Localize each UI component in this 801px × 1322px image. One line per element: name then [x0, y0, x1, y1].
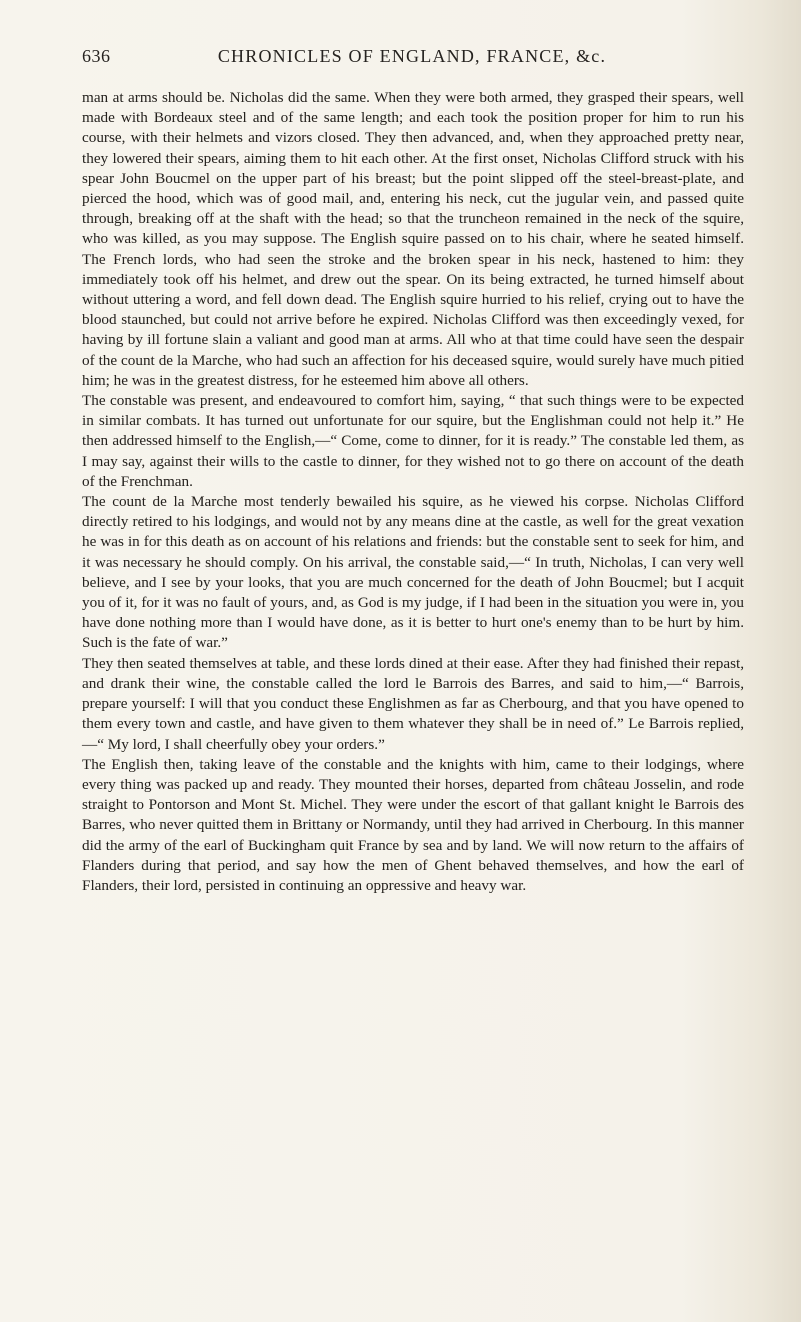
running-head: CHRONICLES OF ENGLAND, FRANCE, &c. [217, 46, 607, 66]
body-text [82, 88, 744, 896]
paragraph: The count de la Marche most tenderly bewailed his squire, as he viewed his corpse. Nicholas Clifford directly retired to his lodgings, and would not by any means dine at the castle, as well for the great vexation he was in for this death as on account of his relations and friends: but the constable sent to seek for him, and it was necessary he should comply. On his arrival, the constable said,—“ In truth, Nicholas, I can very well believe, and I see by your looks, that you are much concerned for the death of John Boucmel; but I acquit you of it, for it was no fault of yours, and, as God is my judge, if I had been in the situation you were in, you have done nothing more than I would have done, as it is better to hurt one's enemy than to be hurt by him. Such is the fate of war.” [82, 493, 744, 652]
paragraph: The English then, taking leave of the constable and the knights with him, came to their lodgings, where every thing was packed up and ready. They mounted their horses, departed from château Josselin, and rode straight to Pontorson and Mont St. Michel. They were under the escort of that gallant knight le Barrois des Barres, who never quitted them in Brittany or Normandy, until they had arrived in Cherbourg. In this manner did the army of the earl of Buckingham quit France by sea and by land. We will now return to the affairs of Flanders during that period, and say how the men of Ghent behaved themselves, and how the earl of Flanders, their lord, persisted in continuing an oppressive and heavy war. [82, 755, 744, 894]
page-header [82, 46, 742, 76]
paragraph: The constable was present, and endeavoured to comfort him, saying, “ that such things were to be expected in similar combats. It has turned out unfortunate for our squire, but the Englishman could not help it.” He then addressed himself to the English,—“ Come, come to dinner, for it is ready.” The constable led them, as I may say, against their wills to the castle to dinner, for they wished not to go there on account of the death of the Frenchman. [82, 392, 744, 490]
page-number: 636 [82, 46, 111, 66]
paragraph: man at arms should be. Nicholas did the same. When they were both armed, they grasped their spears, well made with Bordeaux steel and of the same length; and each took the position proper for him to run his course, with their helmets and vizors closed. They then advanced, and, when they approached pretty near, they lowered their spears, aiming them to hit each other. At the first onset, Nicholas Clifford struck with his spear John Boucmel on the upper part of his breast; but the point slipped off the steel-breast-plate, and pierced the hood, which was of good mail, and, entering his neck, cut the jugular vein, and passed quite through, breaking off at the shaft with the head; so that the truncheon remained in the neck of the squire, who was killed, as you may suppose. The English squire passed on to his chair, where he seated himself. The French lords, who had seen the stroke and the broken spear in his neck, hastened to him: they immediately took off his helmet, and drew out the spear. On its being extracted, he turned himself about without uttering a word, and fell down dead. The English squire hurried to his relief, crying out to have the blood staunched, but could not arrive before he expired. Nicholas Clifford was then exceedingly vexed, for having by ill fortune slain a valiant and good man at arms. All who at that time could have seen the despair of the count de la Marche, who had such an affection for his deceased squire, would surely have much pitied him; he was in the greatest distress, for he esteemed him above all others. [82, 89, 744, 389]
paragraph: They then seated themselves at table, and these lords dined at their ease. After they had finished their repast, and drank their wine, the constable called the lord le Barrois des Barres, and said to him,—“ Barrois, prepare yourself: I will that you conduct these Englishmen as far as Cherbourg, and that you have opened to them every town and castle, and have given to them whatever they shall be in need of.” Le Barrois replied,—“ My lord, I shall cheerfully obey your orders.” [82, 654, 744, 753]
